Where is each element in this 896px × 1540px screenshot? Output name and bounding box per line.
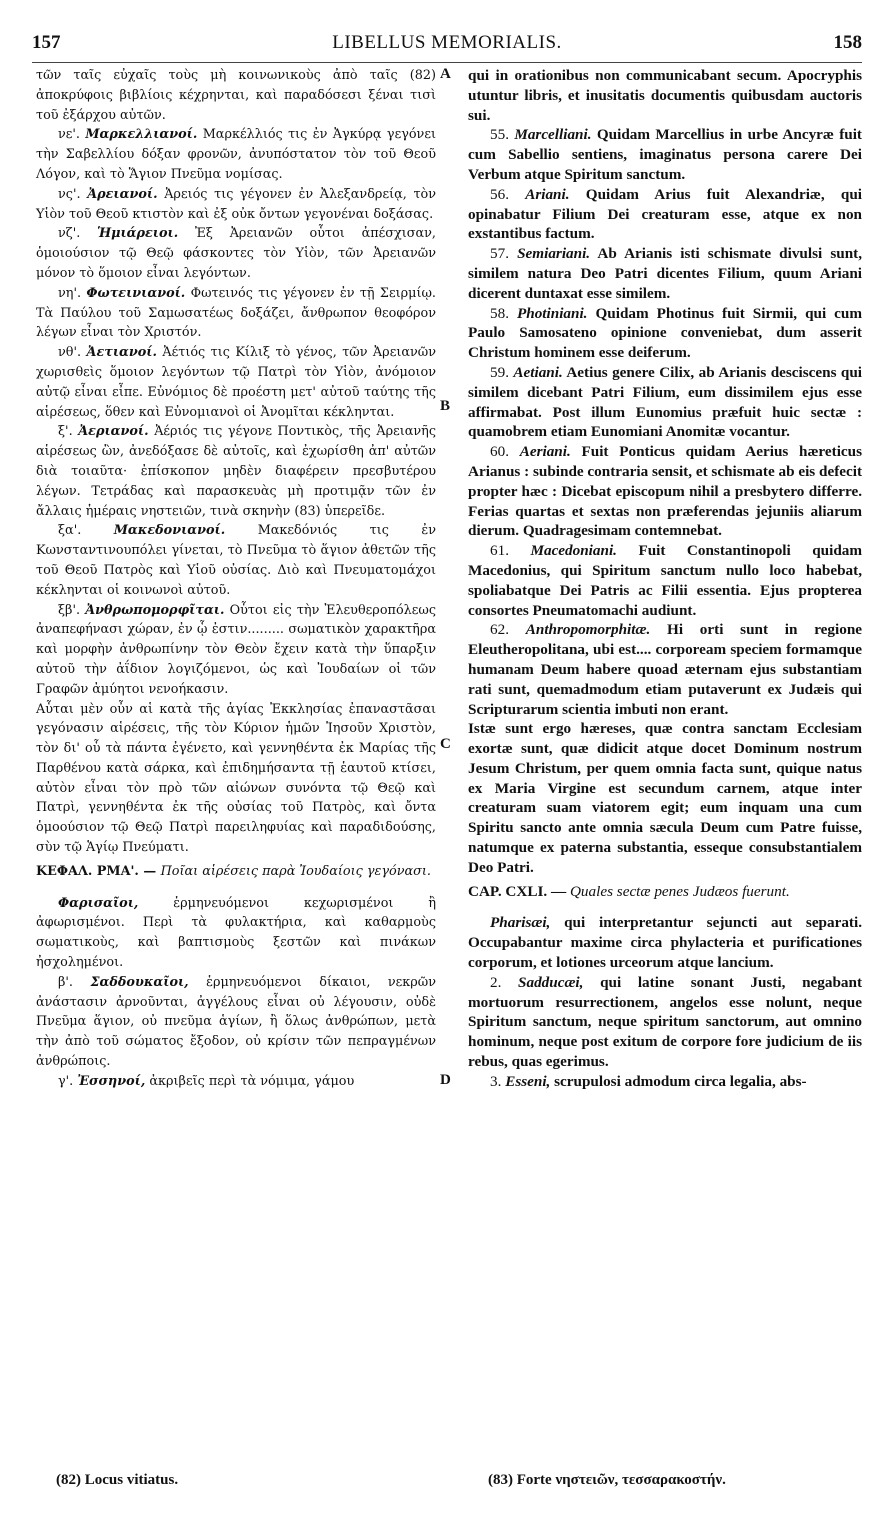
chapter-title: Ποῖαι αἱρέσεις παρὰ Ἰουδαίοις γεγόνασι.: [160, 863, 431, 879]
sect-name: Pharisæi,: [490, 914, 551, 932]
paragraph: [36, 1072, 436, 1092]
paragraph-text: ἑρμηνευόμενοι κεχωρισμένοι ἢ ἀφωρισμένοι. Περὶ τὰ φυλακτήρια, καὶ καθαρμοὺς σωματικοὺς, καὶ βαπτισμοὺς ξεστῶν καὶ πινάκων ἠσχολημένοι.: [36, 895, 436, 971]
sect-name: Φαρισαῖοι,: [58, 895, 139, 911]
section-number: 59.: [490, 363, 509, 381]
paragraph: [468, 244, 862, 303]
chapter-number: CAP. CXLI. —: [468, 882, 567, 900]
chapter-title: Quales sectæ penes Judæos fuerunt.: [569, 882, 790, 900]
paragraph-text: ἀκριβεῖς περὶ τὰ νόμιμα, γάμου: [149, 1073, 355, 1089]
paragraph: [468, 541, 862, 620]
paragraph-text: Aetius genere Cilix, ab Arianis desciscens qui similem dicebant Patri Filium, eum dissimilem ejus esse affirmabat. Post illum Eunomius præfuit huic sectæ : quamobrem etiam Eunomiani Anomitæ vocantur.: [468, 363, 863, 441]
paragraph: [468, 719, 862, 877]
paragraph: [36, 700, 436, 858]
paragraph-text: Fuit Constantinopoli quidam Macedonius, qui Spiritum sanctum nullo loco habebat, spoliabatque Dei Patris ac Filii essentia. Ejus propterea consortes Pneumatomachi audiunt.: [468, 542, 863, 619]
paragraph-text: Quidam Photinus fuit Sirmii, qui cum Paulo Samosateno opinione conveniebat, dum asserit Christum hominem esse deiferum.: [468, 304, 863, 362]
section-number: 58.: [490, 304, 509, 322]
sect-name: Marcelliani.: [514, 126, 592, 144]
paragraph: [468, 1072, 862, 1092]
latin-column: [468, 66, 862, 1092]
sect-name: Aeriani.: [519, 443, 571, 461]
paragraph-text: Φωτεινός τις γέγονεν ἐν τῇ Σειρμίῳ. Τὰ Παύλου τοῦ Σαμωσατέως δοξάζει, ἄνθρωπον θεοφόρον λέγων εἶναι τὸν Χριστόν.: [36, 285, 436, 341]
section-number: νε'.: [58, 127, 80, 143]
header-rule: [32, 62, 862, 63]
section-number: νς'.: [58, 186, 81, 202]
chapter-number: ΚΕΦΑΛ. ΡΜΑ'. —: [36, 863, 157, 879]
paragraph: [36, 185, 436, 225]
section-number: 2.: [490, 973, 502, 991]
sect-name: Μακεδονιανοί.: [113, 523, 226, 539]
footnote-left: (82) Locus vitiatus.: [56, 1472, 179, 1488]
sect-name: Semiariani.: [517, 245, 591, 263]
paragraph-text: ἑρμηνευόμενοι δίκαιοι, νεκρῶν ἀνάστασιν ἀρνοῦνται, ἀγγέλους εἶναι οὐ λέγουσιν, οὐδὲ Πνεῦμα ἅγιον, οὐ πνεῦμα ἁγίων, ἢ ὅλως ἀνθρώπων, μετὰ τὴν ἀπὸ τοῦ σώματος ἔξοδον, οὐ κρίσιν τῶν πεπραγμένων ἀνθρώποις.: [36, 974, 436, 1070]
page-number-right: 158: [833, 32, 862, 53]
margin-marker-a: A: [440, 66, 451, 82]
paragraph: [468, 973, 862, 1072]
section-number: 3.: [490, 1072, 502, 1090]
greek-column: [36, 66, 436, 1092]
sect-name: Ἀρειανοί.: [87, 186, 158, 202]
paragraph-text: qui in orationibus non communicabant secum. Apocryphis utuntur libris, et inusitatis documentis quibusdam auctoris sui.: [468, 67, 862, 124]
section-number: ξβ'.: [58, 602, 81, 618]
paragraph: [36, 343, 436, 422]
paragraph-text: Hi orti sunt in regione Eleutheropolitana, ubi est.... corpoream speciem formamque humanam Deum habere quoad æternam ejus substantiam rati sunt, quemadmodum etiam putaverunt ex Judæis qui Scripturarum scientia imbuti non erant.: [468, 621, 863, 718]
paragraph: [36, 224, 436, 283]
chapter-heading: [468, 882, 862, 902]
paragraph-text: Ἐξ Ἀρειανῶν οὗτοι ἀπέσχισαν, ὁμοιούσιον τῷ Θεῷ φάσκοντες τὸν Υἱὸν, τῶν Ἀρειανῶν μόνον τὸ ὅμοιον εἶναι λεγόντων.: [36, 226, 436, 281]
paragraph-text: Quidam Marcellius in urbe Ancyræ fuit cum Sabellio sentiens, imaginatus persona carere Dei Verbum atque Spiritum sanctum.: [468, 126, 862, 183]
section-number: νη'.: [58, 285, 82, 301]
sect-name: Ἐσσηνοί,: [77, 1073, 146, 1089]
paragraph-text: Ἀέριός τις γέγονε Ποντικὸς, τῆς Ἀρειανῆς αἱρέσεως ὢν, ἀνεδόξασε δὲ αὐτοῖς, καὶ ἐχωρίσθη ἀπ' αὐτῶν διὰ τοιαῦτα· ἐπίσκοπον μηδὲν διαφέρειν πρεσβυτέρου λέγων. Τετράδας καὶ παρασκευὰς μὴ προτιμᾷν τῶν ἐν ἄλλαις ἡμέραις νηστειῶν, τινὰ σκηνὴν (83) ὑπερεῖδε.: [36, 424, 437, 519]
paragraph-text: Μαρκέλλιός τις ἐν Ἀγκύρᾳ γεγόνει τὴν Σαβελλίου δόξαν φρονῶν, ἀνυπόστατον τὸν τοῦ Θεοῦ Λόγον, καὶ τὸ Ἅγιον Πνεῦμα νομίσας.: [36, 127, 436, 182]
paragraph-text: Quidam Arius fuit Alexandriæ, qui opinabatur Filium Dei creaturam esse, atque ex non exstantibus factum.: [468, 185, 863, 243]
sect-name: Anthropomorphitæ.: [525, 621, 651, 639]
paragraph-text: scrupulosi admodum circa legalia, abs-: [554, 1072, 807, 1090]
sect-name: Sadducæi,: [518, 973, 584, 991]
paragraph-text: Ἀέτιός τις Κίλιξ τὸ γένος, τῶν Ἀρειανῶν χωρισθεὶς ὅμοιον λεγόντων τῷ Πατρὶ τὸν Υἱὸν, ἀνόμοιον αὐτῷ εἶναι εἶπε. Εὐνόμιος δὲ προέστη μετ' αὐτοῦ ταύτης τῆς αἱρέσεως, ὅθεν καὶ Εὐνομιανοὶ οἱ Ἀνομῖται κέκληνται.: [36, 345, 436, 420]
section-number: νθ'.: [58, 345, 82, 361]
paragraph: [36, 894, 436, 973]
paragraph-text: Ἀρειός τις γέγονεν ἐν Ἀλεξανδρείᾳ, τὸν Υἱὸν τοῦ Θεοῦ κτιστὸν καὶ ἐξ οὐκ ὄντων γεγονέναι δοξάσας.: [36, 186, 437, 222]
sect-name: Macedoniani.: [530, 542, 617, 560]
sect-name: Ἀνθρωπομορφῖται.: [85, 602, 225, 618]
paragraph: [36, 973, 436, 1072]
paragraph: [36, 422, 436, 521]
sect-name: Σαδδουκαῖοι,: [90, 974, 189, 990]
paragraph: [468, 185, 862, 244]
sect-name: Ἀετιανοί.: [86, 345, 157, 361]
paragraph: [36, 284, 436, 343]
margin-marker-d: D: [440, 1072, 451, 1088]
paragraph-text: Αὗται μὲν οὖν αἱ κατὰ τῆς ἁγίας Ἐκκλησίας ἐπαναστᾶσαι γεγόνασιν αἱρέσεις, τῆς τὸν Κύριον ἡμῶν Ἰησοῦν Χριστὸν, τὸν δι' οὗ τὰ πάντα ἐγένετο, καὶ γεννηθέντα ἐκ Μαρίας τῆς Παρθένου κατὰ σάρκα, καὶ ἐπιδημήσαντα τῇ ἑαυτοῦ κτίσει, αὐτὸν εἶναι τὸν πρὸ τῶν αἰώνων συνόντα τῷ Θεῷ καὶ Πατρὶ, γεννηθέντα ἐκ τῆς οὐσίας τοῦ Πατρὸς, καὶ ὄντα ὁμοούσιον τῷ Θεῷ Πατρὶ παρειληφυίας καὶ παραδιδούσης, σὺν τῷ Ἁγίῳ Πνεύματι.: [36, 701, 436, 856]
paragraph: [468, 304, 862, 363]
running-title: LIBELLUS MEMORIALIS.: [332, 32, 562, 53]
paragraph: [468, 125, 862, 184]
section-number: νζ'.: [58, 226, 81, 242]
section-number: β'.: [58, 974, 73, 990]
sect-name: Ἀεριανοί.: [78, 424, 149, 440]
section-number: γ'.: [58, 1073, 74, 1089]
paragraph: [468, 363, 862, 442]
paragraph-text: τῶν ταῖς εὐχαῖς τοὺς μὴ κοινωνικοὺς ἀπὸ ταῖς (82) ἀποκρύφοις βιβλίοις κέχρηνται, καὶ παραδόσεσι ξέναι τισὶ τοῦ ἐξάρχου αὐτῶν.: [36, 68, 436, 123]
paragraph: [36, 125, 436, 184]
sect-name: Ἡμιάρειοι.: [97, 226, 179, 242]
paragraph: [36, 66, 436, 125]
section-number: 57.: [490, 245, 509, 263]
sect-name: Μαρκελλιανοί.: [85, 127, 198, 143]
sect-name: Φωτεινιανοί.: [86, 285, 186, 301]
paragraph-text: Ab Arianis isti schismate divulsi sunt, similem natura Deo Patri dicentes Filium, quum Ariani dicerent duntaxat esse similem.: [468, 245, 862, 302]
sect-name: Ariani.: [525, 185, 570, 203]
footnote-right: (83) Forte νηστειῶν, τεσσαρακοστήν.: [488, 1472, 726, 1488]
sect-name: Photiniani.: [516, 304, 588, 322]
sect-name: Esseni,: [505, 1072, 551, 1090]
page-number-left: 157: [32, 32, 61, 53]
paragraph-text: Μακεδόνιός τις ἐν Κωνσταντινουπόλει γίνεται, τὸ Πνεῦμα τὸ ἅγιον ἀθετῶν τῆς τοῦ Θεοῦ Πατρὸς καὶ Υἱοῦ οὐσίας. Διὸ καὶ Πνευματομάχοι κέκληνται οἱ κοινωνοὶ αὐτοῦ.: [36, 523, 436, 598]
running-header: [32, 32, 862, 62]
paragraph-text: qui interpretantur sejuncti aut separati. Occupabantur maxime circa phylacteria et purificationes corporum, et lotiones urceorum atque lancium.: [468, 914, 863, 972]
paragraph: [468, 913, 862, 972]
paragraph-text: qui latine sonant Justi, negabant mortuorum resurrectionem, angelos esse nolunt, neque Spiritum sanctum, neque spiritum sanctorum, aut omnino hominum, neque post exitum de corpore fore judicium de iis rebus, quas egerimus.: [468, 973, 863, 1071]
sect-name: Aetiani.: [513, 363, 563, 381]
paragraph: [468, 66, 862, 125]
paragraph-text: Fuit Ponticus quidam Aerius hæreticus Arianus : subinde contraria sensit, et schismate ab eis defecit propter hæc : Dicebat episcopum nihil a presbytero differre. Ferias quartas et sextas non præferendas jejuniis aliarum dierum. Quadragesimam contemnebat.: [468, 443, 863, 540]
section-number: ξα'.: [58, 523, 82, 539]
paragraph: [468, 620, 862, 719]
section-number: 61.: [490, 542, 509, 560]
paragraph: [36, 601, 436, 700]
paragraph: [36, 521, 436, 600]
section-number: 55.: [490, 126, 509, 144]
section-number: ξ'.: [58, 424, 73, 440]
paragraph-text: Οὗτοι εἰς τὴν Ἐλευθεροπόλεως ἀναπεφήνασι χώραν, ἐν ᾧ ἐστιν......... σωματικὸν χαρακτῆρα καὶ μορφὴν ἀνθρωπίνην τὸν Θεὸν ἔχειν κατὰ τὴν ὕπαρξιν αὐτοῦ τὴν ἀΐδιον λογιζόμενοι, ὡς καὶ Ἰουδαίων οἱ τῶν Γραφῶν ἀμύητοι νενοήκασιν.: [36, 602, 436, 697]
margin-marker-b: B: [440, 398, 451, 414]
chapter-heading: [36, 862, 436, 882]
section-number: 60.: [490, 443, 509, 461]
section-number: 62.: [490, 621, 509, 639]
paragraph: [468, 442, 862, 541]
margin-marker-c: C: [440, 736, 451, 752]
paragraph-text: Istæ sunt ergo hæreses, quæ contra sanctam Ecclesiam exortæ sunt, quæ didicit atque docet Dominum nostrum Jesum Christum, per quem omnia facta sunt, quique natus ex Maria Virgine est secundum carnem, atque inter creaturam suam viatorem egit; eum inquam una cum Spiritu sancto ante omnia sæcula Deum cum Patre fuisse, natumque ex paterna substantia, esseque consubstantialem Deo Patri.: [468, 720, 862, 876]
section-number: 56.: [490, 185, 509, 203]
